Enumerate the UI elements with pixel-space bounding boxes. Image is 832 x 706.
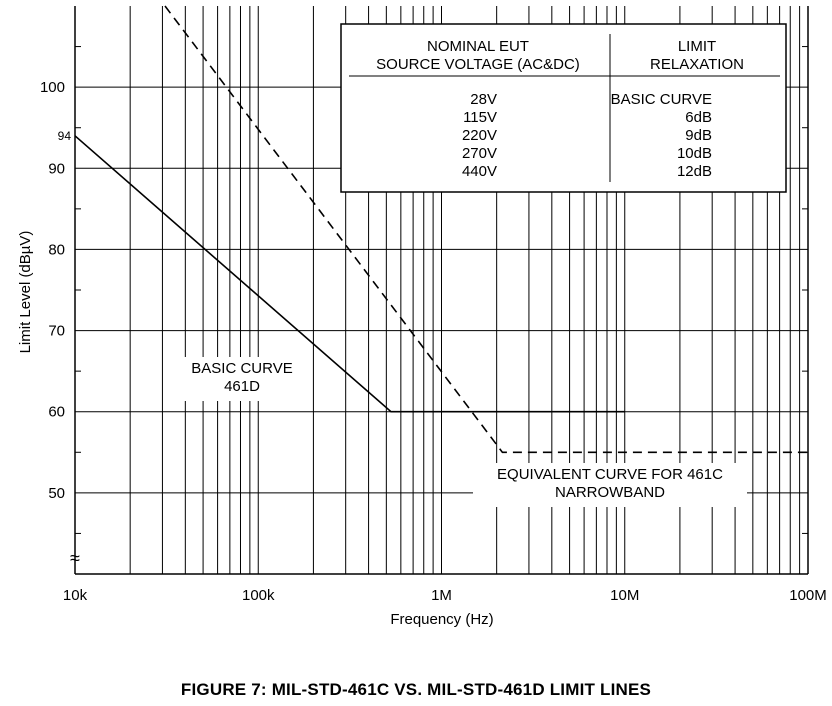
x-tick-label: 100M bbox=[789, 587, 827, 604]
y-tick-label: 50 bbox=[48, 484, 65, 502]
x-axis-title: Frequency (Hz) bbox=[390, 611, 494, 628]
y-marker-label: 94 bbox=[57, 128, 71, 143]
table-cell-voltage: 115V bbox=[463, 109, 497, 126]
table-header-voltage: NOMINAL EUT bbox=[427, 38, 529, 55]
annotation-basic-curve bbox=[180, 357, 304, 401]
x-tick-label: 100k bbox=[241, 587, 275, 604]
table-header-voltage: SOURCE VOLTAGE (AC&DC) bbox=[376, 56, 580, 73]
annotation-basic-curve-text: BASIC CURVE bbox=[191, 360, 293, 377]
y-tick-label: 90 bbox=[48, 160, 65, 178]
annotation-equivalent-curve bbox=[473, 463, 747, 507]
table-cell-voltage: 270V bbox=[461, 145, 497, 162]
y-axis-title: Limit Level (dBµV) bbox=[17, 230, 34, 354]
x-tick-label: 10k bbox=[62, 587, 88, 604]
x-tick-label: 10M bbox=[610, 587, 640, 604]
table-cell-voltage: 28V bbox=[470, 91, 497, 108]
table-header-relaxation: RELAXATION bbox=[650, 56, 744, 73]
y-tick-label: 70 bbox=[48, 322, 65, 340]
y-tick-label: 100 bbox=[39, 79, 65, 97]
y-tick-label: 60 bbox=[48, 403, 65, 421]
table-cell-voltage: 440V bbox=[461, 163, 497, 180]
annotation-equivalent-curve-text: EQUIVALENT CURVE FOR 461C bbox=[497, 466, 723, 483]
axis-break-icon: ≈ bbox=[70, 547, 80, 568]
table-cell-relaxation: 10dB bbox=[676, 145, 712, 162]
table-cell-voltage: 220V bbox=[461, 127, 497, 144]
table-header-relaxation: LIMIT bbox=[677, 38, 717, 55]
figure-caption: FIGURE 7: MIL-STD-461C VS. MIL-STD-461D LIMIT LINES bbox=[180, 680, 652, 699]
table-cell-relaxation: BASIC CURVE bbox=[610, 91, 712, 108]
table-cell-relaxation: 6dB bbox=[685, 109, 712, 126]
table-frame bbox=[341, 24, 786, 192]
relaxation-table bbox=[341, 24, 786, 192]
annotation-basic-curve-text: 461D bbox=[224, 378, 260, 395]
table-cell-relaxation: 9dB bbox=[685, 127, 712, 144]
table-cell-relaxation: 12dB bbox=[676, 163, 712, 180]
annotation-equivalent-curve-text: NARROWBAND bbox=[554, 484, 666, 501]
x-tick-label: 1M bbox=[431, 587, 452, 604]
y-tick-label: 80 bbox=[48, 241, 65, 259]
